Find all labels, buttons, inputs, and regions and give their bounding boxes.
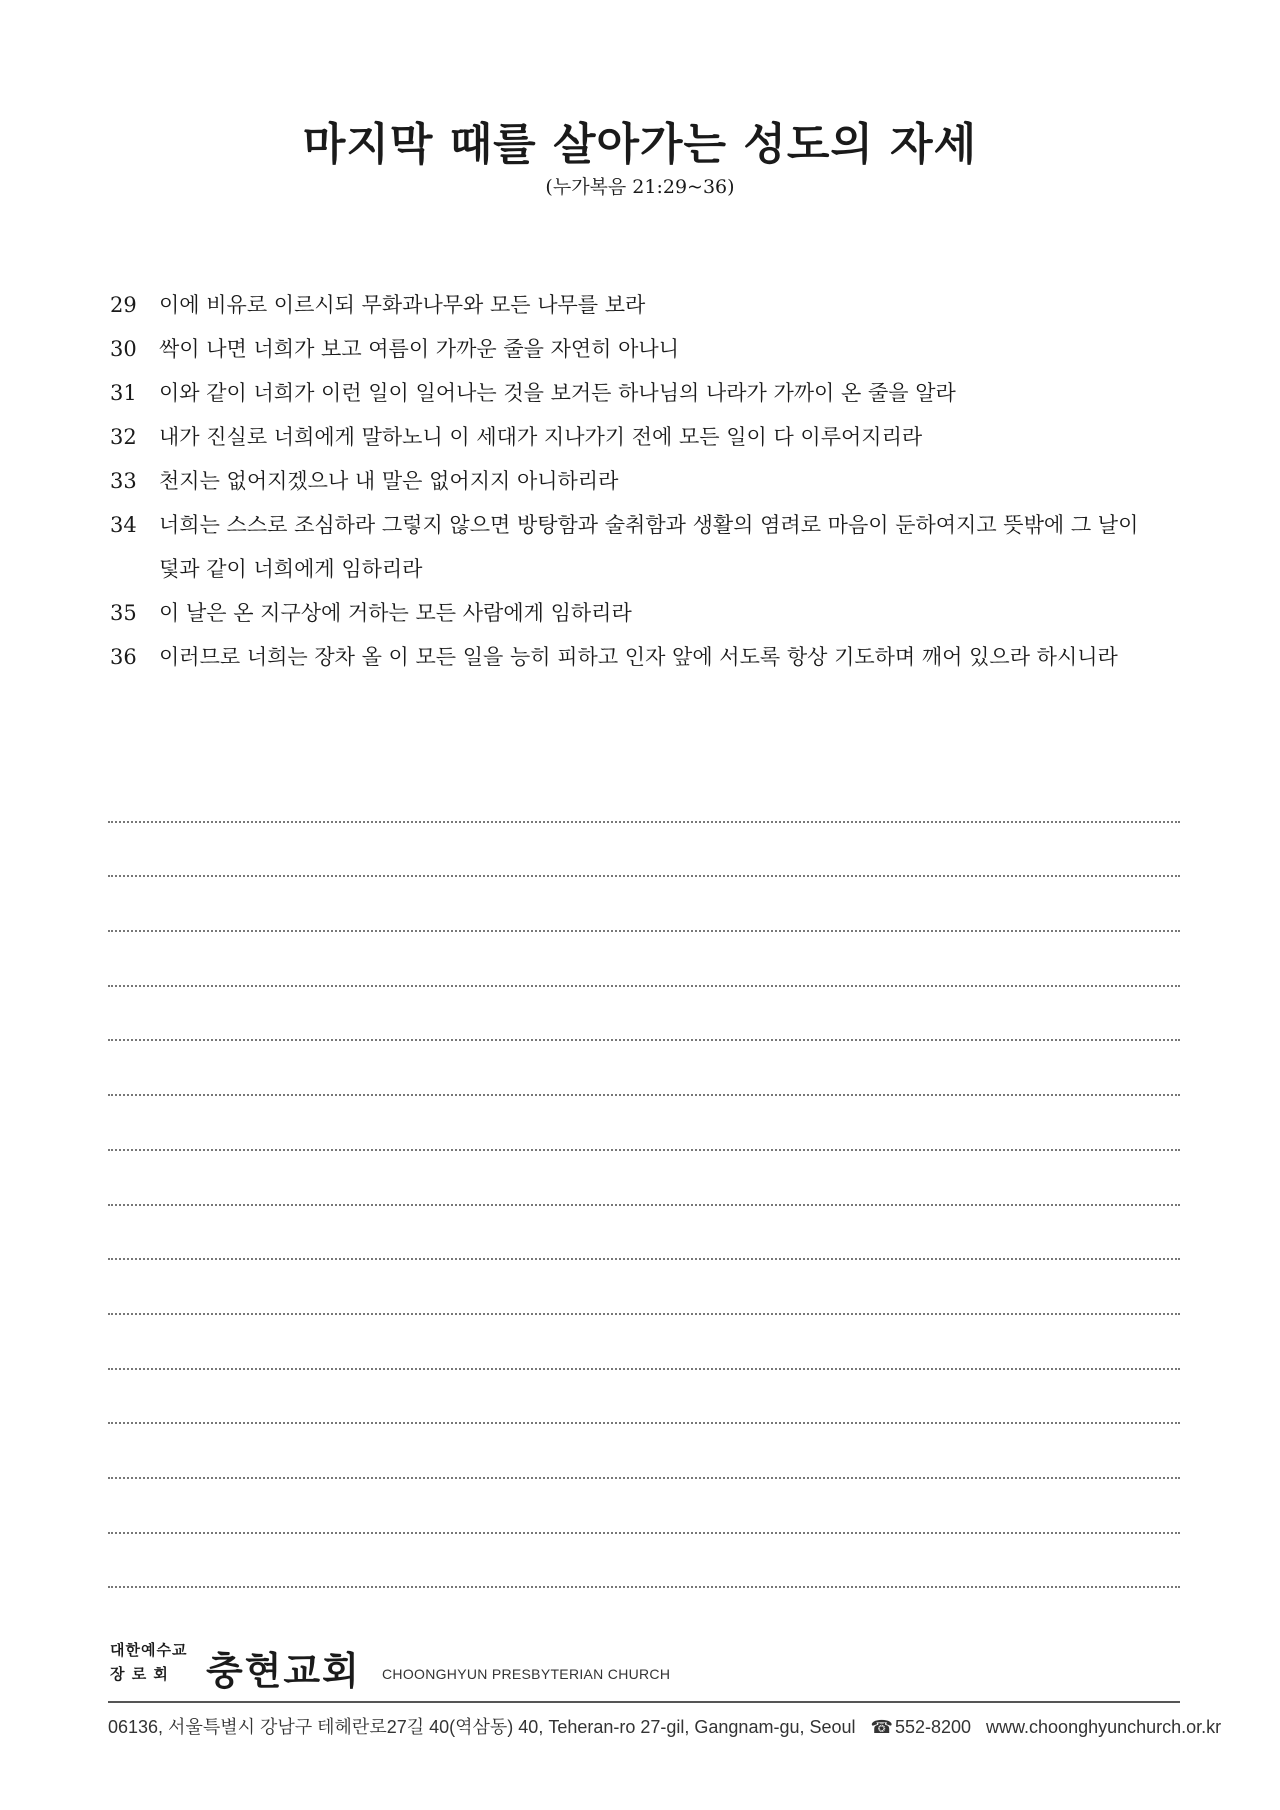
note-line[interactable] xyxy=(108,1096,1180,1151)
church-name-korean: 충현교회 xyxy=(206,1648,361,1693)
note-line[interactable] xyxy=(108,1534,1180,1589)
verse-number: 29 xyxy=(110,293,137,317)
phone-number: 552-8200 xyxy=(894,1717,972,1737)
verse-36 xyxy=(110,635,1180,679)
verse-number: 30 xyxy=(110,337,137,361)
verse-33 xyxy=(110,459,1180,503)
church-name-english: CHOONGHYUN PRESBYTERIAN CHURCH xyxy=(382,1666,671,1682)
verse-text: 이에 비유로 이르시되 무화과나무와 모든 나무를 보라 xyxy=(159,293,646,317)
verse-text: 천지는 없어지겠으나 내 말은 없어지지 아니하리라 xyxy=(159,469,619,493)
note-line[interactable] xyxy=(108,1041,1180,1096)
footer-contact xyxy=(108,1713,1222,1739)
denomination-label: 대한예수교 장 로 회 xyxy=(110,1641,188,1683)
verse-text: 이 날은 온 지구상에 거하는 모든 사람에게 임하리라 xyxy=(159,601,632,625)
note-line[interactable] xyxy=(108,1260,1180,1315)
note-line[interactable] xyxy=(108,1479,1180,1534)
note-line[interactable] xyxy=(108,1315,1180,1370)
verse-text-continued: 덫과 같이 너희에게 임하리라 xyxy=(159,557,423,581)
scripture-reference: (누가복음 21:29~36) xyxy=(545,176,735,198)
note-line[interactable] xyxy=(108,1151,1180,1206)
page-title: 마지막 때를 살아가는 성도의 자세 xyxy=(302,119,978,170)
note-line[interactable] xyxy=(108,1206,1180,1261)
note-line[interactable] xyxy=(108,1370,1180,1425)
verse-35 xyxy=(110,591,1180,635)
verse-text: 이와 같이 너희가 이런 일이 일어나는 것을 보거든 하나님의 나라가 가까이 온 줄을 알라 xyxy=(159,381,956,405)
verse-29 xyxy=(110,283,1180,327)
address-text: 06136, 서울특별시 강남구 테헤란로27길 40(역삼동) 40, Teheran-ro 27-gil, Gangnam-gu, Seoul xyxy=(108,1717,856,1737)
verse-text: 내가 진실로 너희에게 말하노니 이 세대가 지나가기 전에 모든 일이 다 이루어지리라 xyxy=(159,425,923,449)
verse-31 xyxy=(110,371,1180,415)
note-line[interactable] xyxy=(108,932,1180,987)
verse-number: 35 xyxy=(110,601,137,625)
church-logo xyxy=(110,1638,1010,1692)
verse-number: 31 xyxy=(110,381,137,405)
verse-number: 34 xyxy=(110,513,137,537)
verse-number: 33 xyxy=(110,469,137,493)
note-line[interactable] xyxy=(108,987,1180,1042)
verse-30 xyxy=(110,327,1180,371)
phone-icon: ☎ xyxy=(870,1717,893,1737)
website-link[interactable]: www.choonghyunchurch.or.kr xyxy=(986,1717,1222,1737)
note-line[interactable] xyxy=(108,823,1180,878)
verse-number: 36 xyxy=(110,645,137,669)
verse-34 xyxy=(110,503,1180,591)
verse-list xyxy=(110,283,1180,679)
verse-number: 32 xyxy=(110,425,137,449)
footer-divider xyxy=(108,1701,1180,1703)
notes-area[interactable] xyxy=(108,768,1180,1588)
note-line[interactable] xyxy=(108,877,1180,932)
note-line[interactable] xyxy=(108,1424,1180,1479)
verse-32 xyxy=(110,415,1180,459)
verse-text: 이러므로 너희는 장차 올 이 모든 일을 능히 피하고 인자 앞에 서도록 항상 기도하며 깨어 있으라 하시니라 xyxy=(159,645,1118,669)
note-line[interactable] xyxy=(108,768,1180,823)
verse-text: 싹이 나면 너희가 보고 여름이 가까운 줄을 자연히 아나니 xyxy=(159,337,679,361)
verse-text: 너희는 스스로 조심하라 그렇지 않으면 방탕함과 술취함과 생활의 염려로 마음이 둔하여지고 뜻밖에 그 날이 xyxy=(159,513,1139,537)
